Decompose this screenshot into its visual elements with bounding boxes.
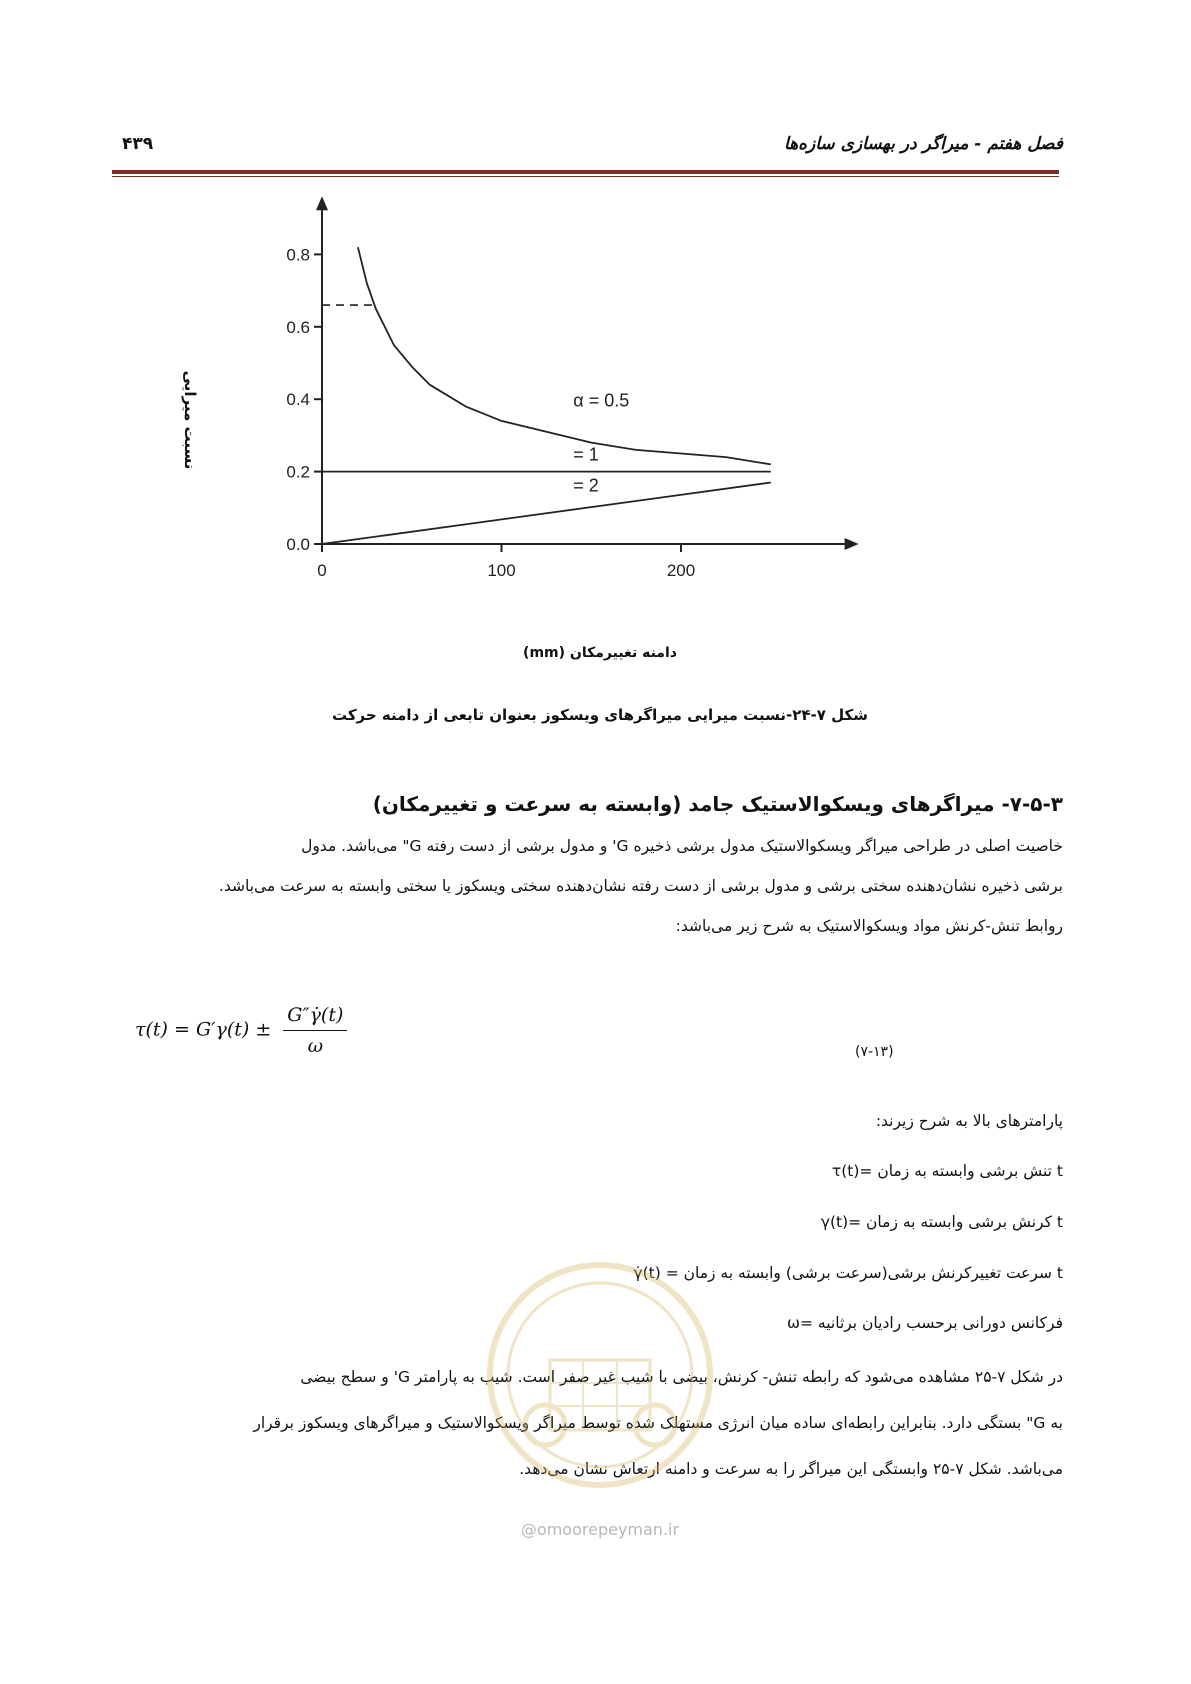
header-rule-thin [112, 176, 1059, 177]
x-tick-label: 200 [666, 561, 696, 580]
paragraph-line: به G" بستگی دارد. بنابراین رابطه‌ای ساده میان انرژی مستهلک شده توسط میراگر ویسکوالاستیک و میراگرهای ویسکوز برقرار [253, 1414, 1063, 1432]
series-line [322, 483, 771, 545]
param-item: τ(t)= تنش برشی وابسته به زمان t [831, 1162, 1063, 1180]
paragraph-line: روابط تنش-کرنش مواد ویسکوالاستیک به شرح زیر می‌باشد: [675, 917, 1063, 935]
header-rule-thick [112, 170, 1059, 174]
x-axis-label: دامنه تغییرمکان (mm) [523, 645, 677, 661]
y-tick-label: 0.6 [286, 317, 310, 337]
page-number: ۴۳۹ [122, 134, 154, 154]
series-label: = 1 [573, 444, 599, 465]
y-tick-label: 0.2 [286, 462, 310, 482]
chapter-title: فصل هفتم - میراگر در بهسازی سازه‌ها [783, 134, 1063, 154]
formula-numerator: G″γ̇(t) [283, 1004, 347, 1031]
y-axis-label: نسبت میرایی [181, 370, 199, 470]
paragraph-line: در شکل ۷-۲۵ مشاهده می‌شود که رابطه تنش- کرنش، بیضی با شیب غیر صفر است. شیب به پارامتر G' و سطح بیضی [300, 1368, 1063, 1386]
y-tick-label: 0.4 [286, 390, 310, 410]
param-item: γ̇(t) = سرعت تغییرکرنش برشی(سرعت برشی) وابسته به زمان t [633, 1264, 1063, 1282]
y-tick-label: 0.0 [286, 535, 310, 554]
y-tick-label: 0.8 [286, 245, 310, 265]
damping-ratio-chart [210, 225, 890, 675]
param-item: γ(t)= کرنش برشی وابسته به زمان t [820, 1213, 1063, 1231]
watermark-text: @omoorepeyman.ir [520, 1520, 680, 1539]
chart-canvas [210, 225, 890, 675]
stress-strain-formula [135, 1004, 347, 1057]
watermark-seal [480, 1250, 720, 1500]
paragraph-line: می‌باشد. شکل ۷-۲۵ وابستگی این میراگر را به سرعت و دامنه ارتعاش نشان می‌دهد. [519, 1460, 1063, 1478]
paragraph-line: خاصیت اصلی در طراحی میراگر ویسکوالاستیک مدول برشی ذخیره G' و مدول برشی از دست رفته G" می‌باشد. مدول [301, 837, 1063, 855]
x-tick-label: 0 [317, 561, 327, 580]
formula-denominator: ω [307, 1035, 324, 1057]
formula-lhs: τ(t) = G′γ(t) ± [135, 1018, 272, 1041]
equation-number: (۷-۱۳) [855, 1044, 894, 1060]
x-tick-label: 100 [487, 561, 516, 580]
x-axis-arrow-icon [845, 538, 859, 550]
param-item: ω= فرکانس دورانی برحسب رادیان برثانیه [787, 1314, 1063, 1332]
paragraph-line: برشی ذخیره نشان‌دهنده سختی برشی و مدول برشی از دست رفته نشان‌دهنده سختی ویسکوز یا سختی وابسته به سرعت می‌باشد. [218, 877, 1063, 895]
section-title: ۷-۵-۳- میراگرهای ویسکوالاستیک جامد (وابسته به سرعت و تغییرمکان) [372, 792, 1063, 816]
figure-caption: شکل ۷-۲۴-نسبت میرایی میراگرهای ویسکوز بعنوان تابعی از دامنه حرکت [331, 706, 869, 724]
series-label: α = 0.5 [573, 390, 630, 411]
params-intro: پارامترهای بالا به شرح زیرند: [875, 1112, 1063, 1130]
series-label: = 2 [573, 475, 599, 496]
formula-fraction [283, 1004, 347, 1057]
y-axis-arrow-icon [316, 196, 328, 210]
series-line [358, 247, 771, 464]
